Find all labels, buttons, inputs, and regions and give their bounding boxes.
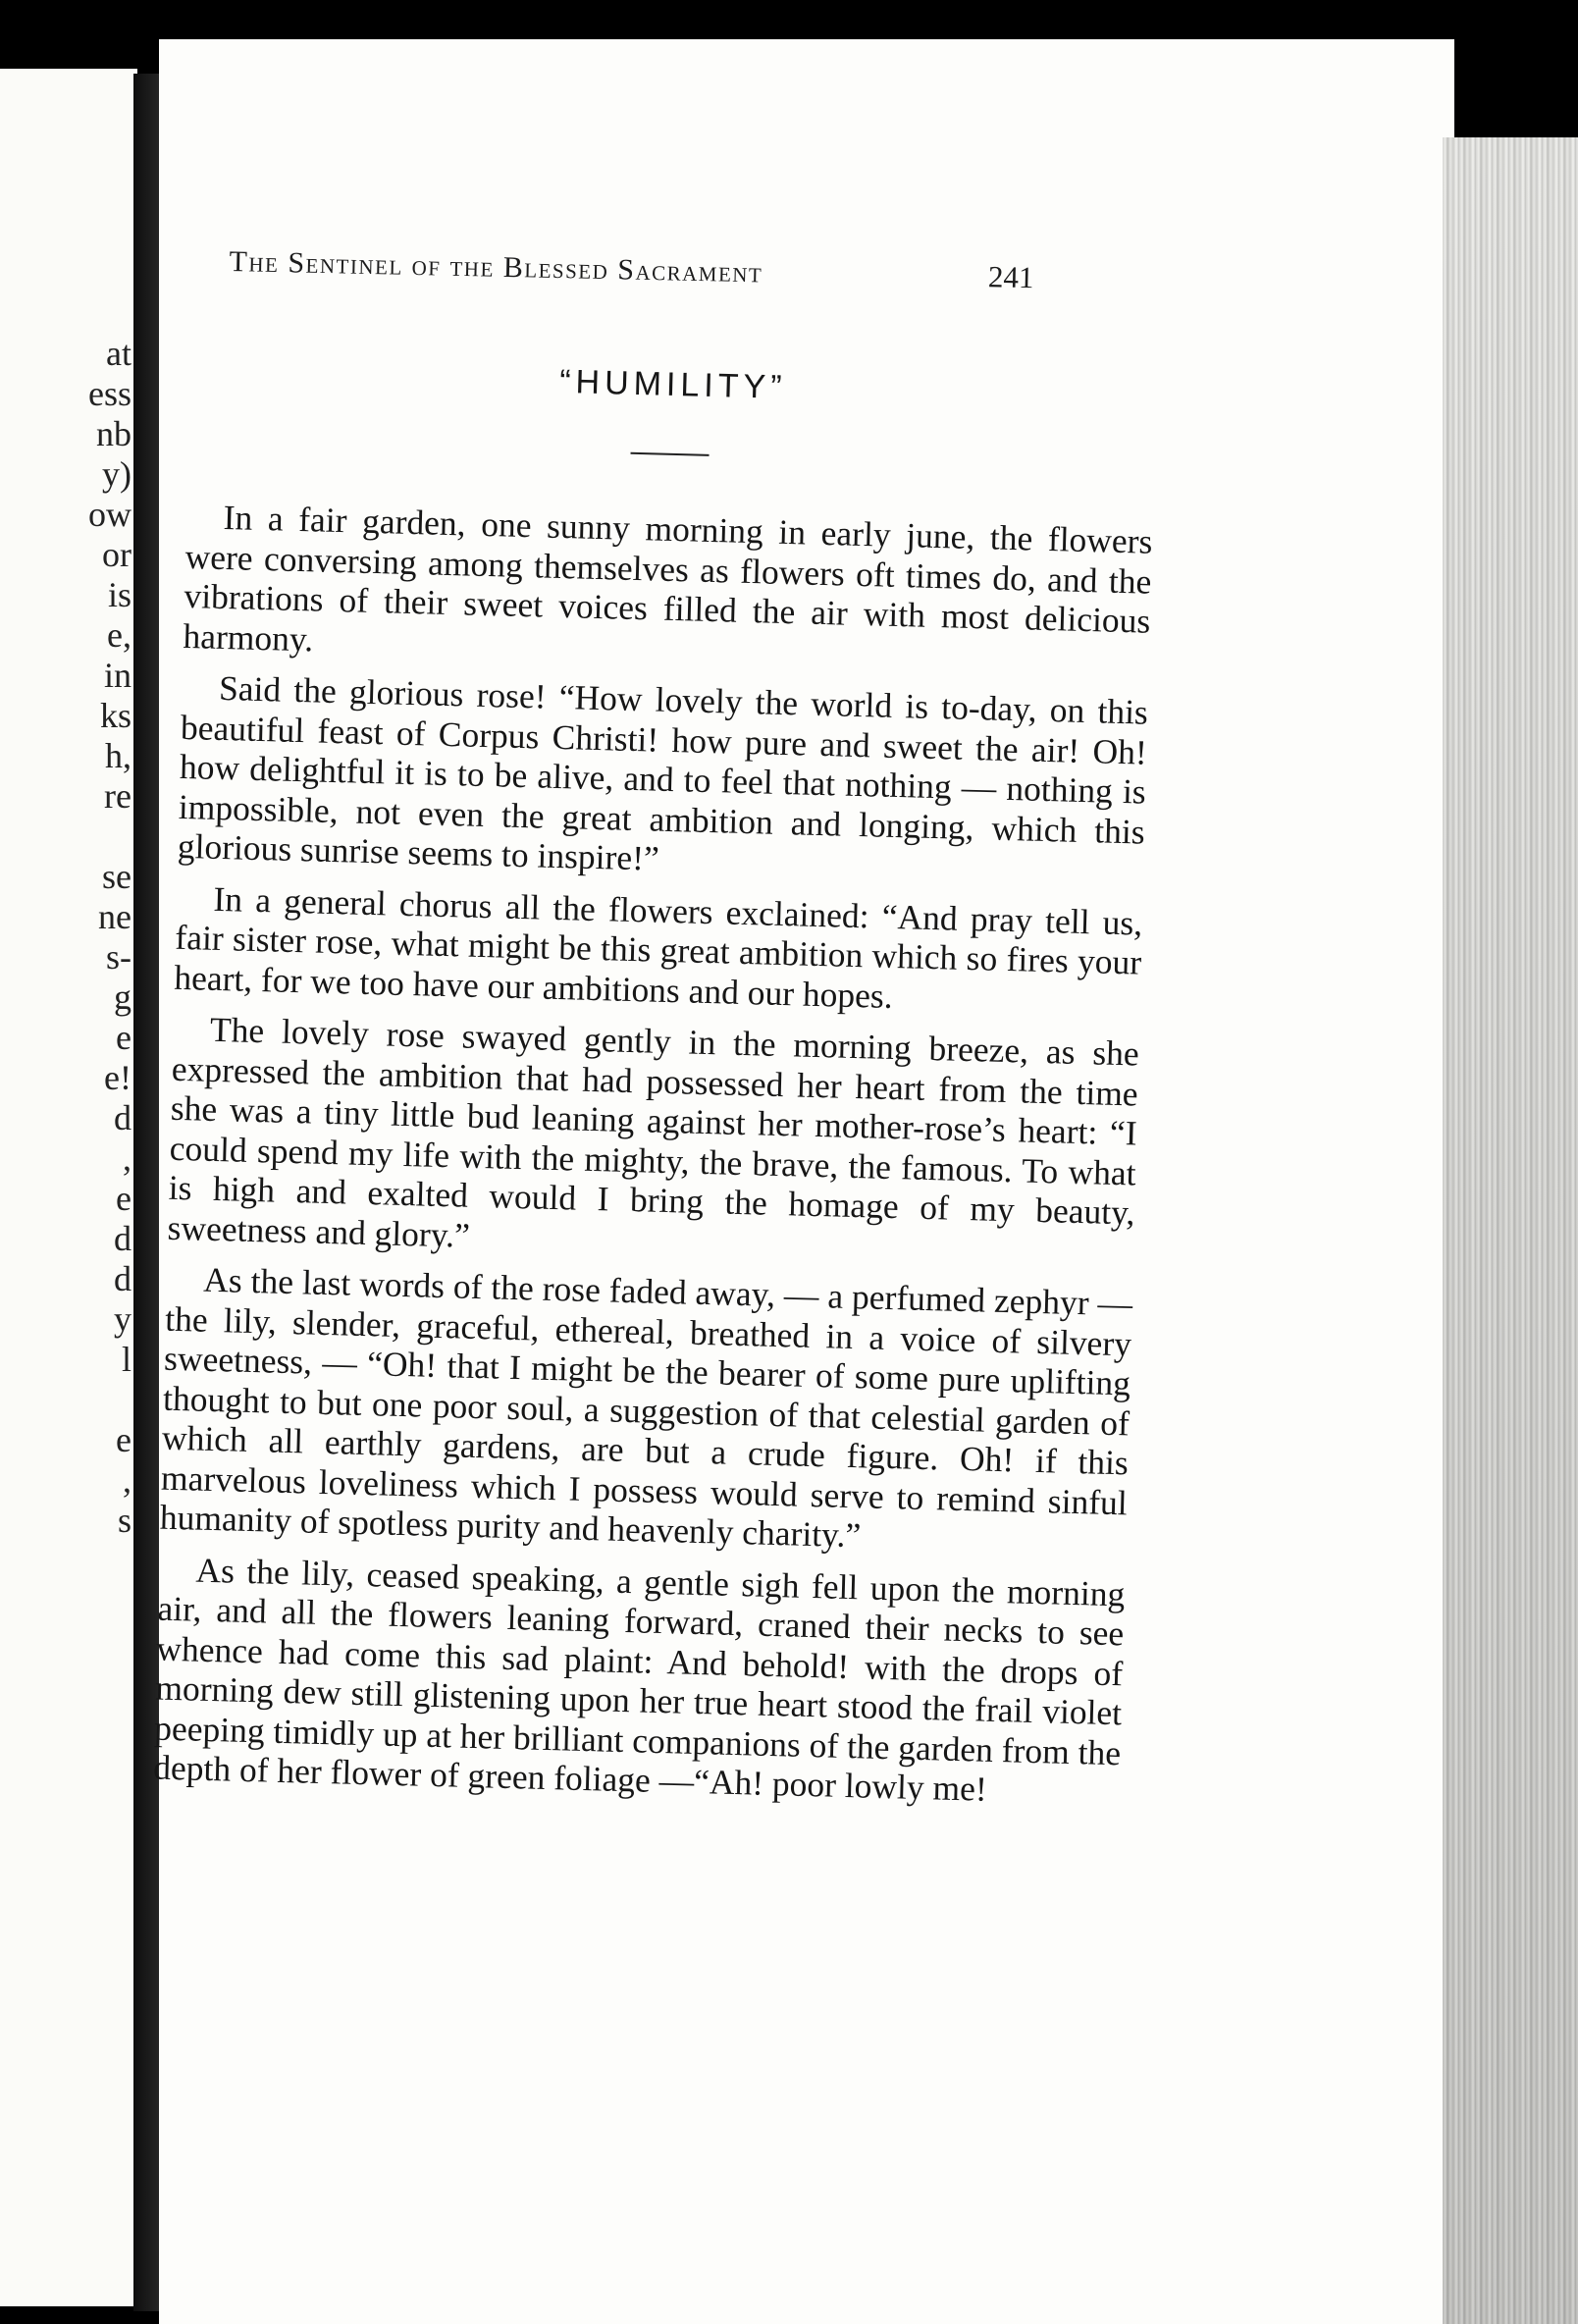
paragraph: In a general chorus all the flowers exclained: “And pray tell us, fair sister rose, what might be this great ambition which so fires your heart, for we too have our ambitions and our hopes. — [173, 878, 1143, 1016]
left-page — [0, 69, 137, 2306]
left-fragment: nb — [96, 414, 132, 453]
paragraph: Said the glorious rose! “How lovely the world is to-day, on this beautiful feast of Corpus Christi! how pure and sweet the air! Oh! how delightful it is to be alive, and to feel that nothing — nothing is impossible, not even the great ambition and longing, which this glorious sunrise seems to inspire!” — [177, 667, 1149, 878]
article — [152, 362, 1155, 1824]
left-fragment: g — [114, 977, 132, 1017]
left-fragment: at — [106, 334, 132, 373]
left-fragment: e — [116, 1420, 132, 1459]
left-fragment: is — [107, 575, 132, 614]
left-fragment: se — [102, 857, 132, 896]
left-fragment: in — [103, 656, 132, 695]
left-fragment: ow — [88, 495, 132, 534]
paragraph: The lovely rose swayed gently in the morning breeze, as she expressed the ambition that had possessed her heart from the time she was a tiny little bud leaning against her mother-rose’s heart: “I could spend my life with the mighty, the brave, the famous. To what is high and exalted would I bring the homage of my beauty, sweetness and glory.” — [167, 1009, 1140, 1255]
left-fragment: e — [116, 1018, 132, 1057]
left-fragment: d — [114, 1219, 132, 1258]
left-fragment: e — [116, 1179, 132, 1218]
left-fragment: d — [114, 1259, 132, 1298]
left-fragment: or — [102, 535, 132, 574]
title-rule — [630, 452, 709, 456]
left-fragment: d — [114, 1098, 132, 1137]
left-fragment: ks — [99, 696, 132, 735]
left-fragment: re — [104, 776, 132, 816]
left-fragment: l — [121, 1340, 132, 1379]
running-title: The Sentinel of the Blessed Sacrament — [229, 244, 763, 290]
left-fragment: e, — [107, 615, 132, 655]
paragraph: As the last words of the rose faded away, — a perfumed zephyr — the lily, slender, graceful, ethereal, breathed in a voice of silvery sweetness, — “Oh! that I might be the bearer of some pure uplifting thought to but one poor soul, a suggestion of that celestial garden of which all earthly gardens, are but a crude figure. Oh! if this marvelous loveliness which I possess would serve to remind sinful humanity of spotless purity and heavenly charity.” — [159, 1259, 1133, 1556]
page-number: 241 — [987, 259, 1034, 295]
left-fragment: y — [114, 1299, 132, 1339]
left-fragment: h, — [105, 736, 132, 775]
left-fragment: e! — [104, 1058, 132, 1097]
paragraph: As the lily, ceased speaking, a gentle sigh fell upon the morning air, and all the flowers leaning forward, craned their necks to see whence had come this sad plaint: And behold! with the drops of morning dew still glistening upon her true heart stood the frail violet peeping timidly up at her brilliant companions of the garden from the depth of her flower of green foliage —“Ah! poor lowly me! — [152, 1550, 1126, 1809]
paragraph: In a fair garden, one sunny morning in early june, the flowers were conversing among themselves as flowers oft times do, and the vibrations of their sweet voices filled the air with most delicious harmony. — [182, 497, 1153, 659]
left-fragment: , — [123, 1138, 132, 1178]
left-fragment — [14, 817, 132, 857]
left-page-text-fragments — [14, 334, 132, 1541]
left-fragment: s — [117, 1501, 132, 1540]
left-fragment: , — [123, 1460, 132, 1500]
page-edges — [1443, 137, 1578, 2324]
left-fragment — [14, 1380, 132, 1420]
left-fragment: s- — [106, 937, 132, 977]
book-gutter — [133, 74, 161, 2311]
article-title: “HUMILITY” — [558, 362, 787, 406]
left-fragment: y) — [102, 454, 132, 494]
left-fragment: ess — [88, 374, 132, 413]
left-fragment: ne — [98, 897, 132, 936]
